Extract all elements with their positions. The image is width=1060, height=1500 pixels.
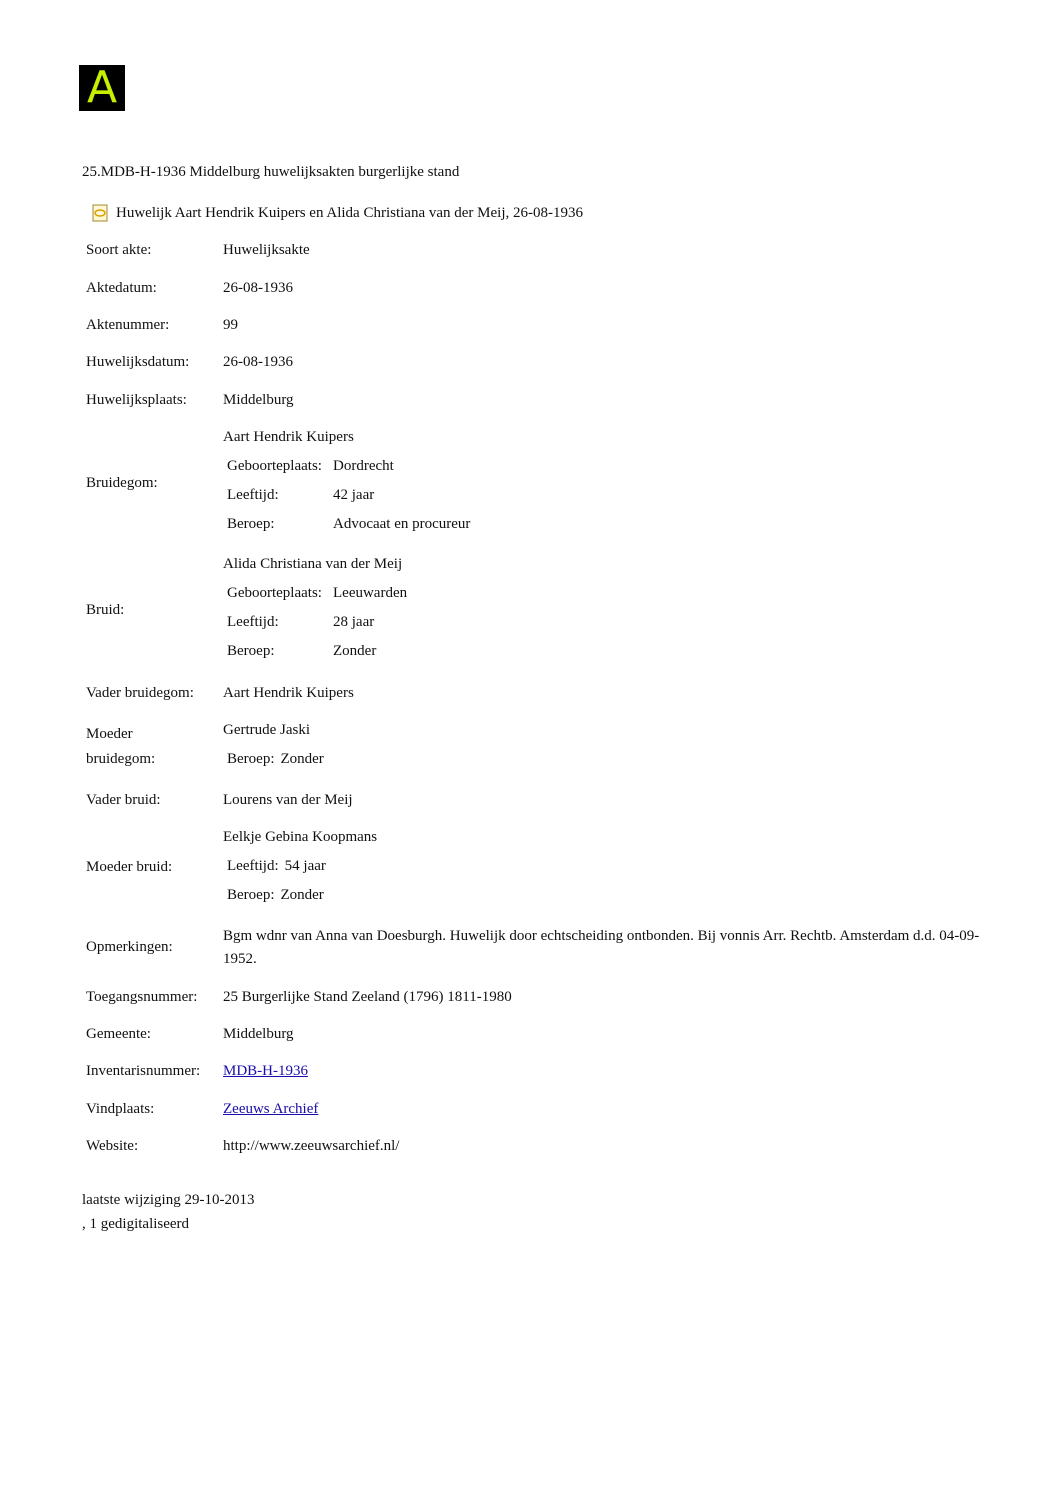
age-row <box>227 482 470 508</box>
field-label: Huwelijksdatum: <box>86 354 190 370</box>
field-label: Huwelijksplaats: <box>86 392 187 408</box>
logo-letter: A <box>86 62 118 113</box>
document-icon <box>92 204 108 222</box>
sub-value: Zonder <box>333 643 377 659</box>
field-value: Huwelijksakte <box>223 242 310 258</box>
digitized-count: , 1 gedigitaliseerd <box>82 1216 190 1232</box>
occupation-row <box>227 746 324 772</box>
field-value: Bgm wdnr van Anna van Doesburgh. Huwelijk door echtscheiding ontbonden. Bij vonnis Arr. Rechtb. Amsterdam d.d. 04-09-1952. <box>223 928 980 967</box>
field-label: Bruidegom: <box>86 475 158 491</box>
sub-value: Zonder <box>280 887 324 903</box>
occupation-row <box>227 511 470 537</box>
person-name: Eelkje Gebina Koopmans <box>223 829 378 845</box>
person-name: Gertrude Jaski <box>223 722 311 738</box>
field-value: Lourens van der Meij <box>223 792 353 808</box>
person-block <box>223 425 470 537</box>
inventarisnummer-link[interactable]: MDB-H-1936 <box>223 1063 308 1079</box>
sub-value: Leeuwarden <box>333 585 408 601</box>
sub-value: 54 jaar <box>284 858 326 874</box>
field-label: Website: <box>86 1138 139 1154</box>
field-value: Middelburg <box>223 392 294 408</box>
field-value: 25 Burgerlijke Stand Zeeland (1796) 1811-1980 <box>223 989 512 1005</box>
footer <box>82 1188 254 1236</box>
field-label: Moeder bruidegom: <box>86 726 156 767</box>
sub-label: Geboorteplaats: <box>227 585 322 601</box>
last-modified: laatste wijziging 29-10-2013 <box>82 1192 255 1208</box>
person-block <box>223 718 324 772</box>
field-value: 26-08-1936 <box>223 280 293 296</box>
archive-logo <box>79 62 125 113</box>
sub-label: Leeftijd: <box>227 858 279 874</box>
sub-value: 28 jaar <box>333 614 375 630</box>
occupation-row <box>227 882 377 908</box>
field-value: Aart Hendrik Kuipers <box>223 685 354 701</box>
person-name: Aart Hendrik Kuipers <box>223 429 354 445</box>
sub-value: Zonder <box>280 751 324 767</box>
sub-value: 42 jaar <box>333 487 375 503</box>
field-value: Middelburg <box>223 1026 294 1042</box>
field-value: 99 <box>223 317 238 333</box>
sub-value: Dordrecht <box>333 458 394 474</box>
field-value: 26-08-1936 <box>223 354 293 370</box>
field-label: Vader bruid: <box>86 792 161 808</box>
sub-label: Leeftijd: <box>227 487 279 503</box>
field-label: Inventarisnummer: <box>86 1063 201 1079</box>
vindplaats-link[interactable]: Zeeuws Archief <box>223 1101 319 1117</box>
sub-label: Leeftijd: <box>227 614 279 630</box>
field-label: Opmerkingen: <box>86 939 173 955</box>
birthplace-row <box>227 580 407 606</box>
sub-label: Beroep: <box>227 887 275 903</box>
person-block <box>223 552 407 664</box>
sub-label: Geboorteplaats: <box>227 458 322 474</box>
sub-label: Beroep: <box>227 643 275 659</box>
age-row <box>227 853 377 879</box>
field-label: Soort akte: <box>86 242 152 258</box>
person-name: Alida Christiana van der Meij <box>223 556 403 572</box>
field-label: Vindplaats: <box>86 1101 155 1117</box>
field-label: Toegangsnummer: <box>86 989 198 1005</box>
record-title: Huwelijk Aart Hendrik Kuipers en Alida Christiana van der Meij, 26-08-1936 <box>116 204 583 221</box>
birthplace-row <box>227 453 470 479</box>
field-label: Gemeente: <box>86 1026 151 1042</box>
field-label: Bruid: <box>86 602 125 618</box>
collection-title: 25.MDB-H-1936 Middelburg huwelijksakten burgerlijke stand <box>82 164 460 180</box>
field-label: Aktedatum: <box>86 280 157 296</box>
age-row <box>227 609 407 635</box>
field-label: Vader bruidegom: <box>86 685 194 701</box>
sub-value: Advocaat en procureur <box>333 516 471 532</box>
person-block <box>223 825 377 908</box>
field-label: Aktenummer: <box>86 317 170 333</box>
occupation-row <box>227 638 407 664</box>
field-label: Moeder bruid: <box>86 859 173 875</box>
sub-label: Beroep: <box>227 516 275 532</box>
sub-label: Beroep: <box>227 751 275 767</box>
record-title-row <box>92 204 583 222</box>
field-value: http://www.zeeuwsarchief.nl/ <box>223 1138 400 1154</box>
